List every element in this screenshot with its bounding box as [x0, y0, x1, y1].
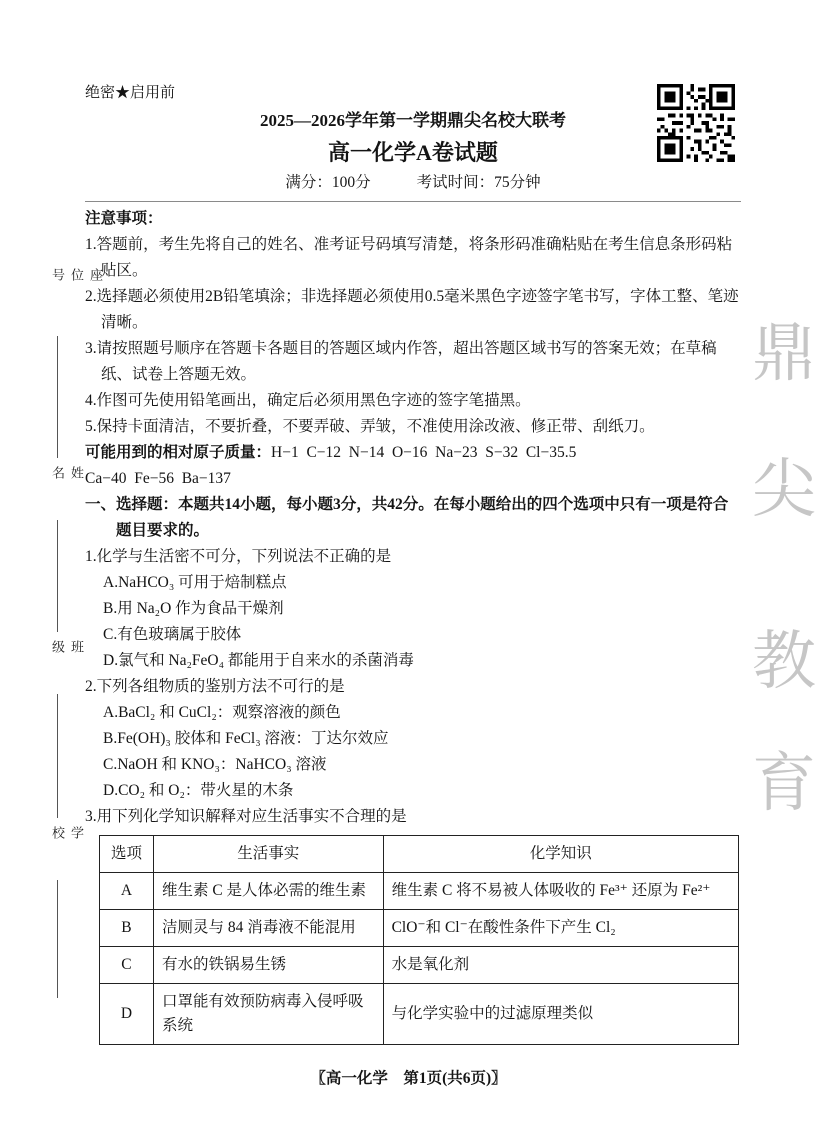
watermark-char: 尖 [752, 454, 816, 525]
question-1: 1.化学与生活密不可分，下列说法不正确的是 [85, 548, 392, 565]
sidebar-writein-line [57, 694, 58, 818]
table-row [100, 984, 739, 1045]
table-cell-fact: 口罩能有效预防病毒入侵呼吸系统 [153, 984, 383, 1045]
sidebar-label-name: 姓名 [50, 466, 84, 482]
sidebar-writein-line [57, 880, 58, 998]
notice-item: 2.选择题必须使用2B铅笔填涂；非选择题必须使用0.5毫米黑色字迹签字笔书写，字体工整、笔迹清晰。 [85, 288, 739, 331]
table-cell-knowledge: 维生素 C 将不易被人体吸收的 Fe³⁺ 还原为 Fe²⁺ [383, 873, 738, 910]
section-title: 一、选择题：本题共14小题，每小题3分，共42分。在每小题给出的四个选项中只有一项是符合题目要求的。 [85, 496, 729, 539]
notice-item: 1.答题前，考生先将自己的姓名、准考证号码填写清楚，将条形码准确粘贴在考生信息条形码粘贴区。 [85, 236, 733, 279]
table-cell-fact: 维生素 C 是人体必需的维生素 [153, 873, 383, 910]
sidebar-writein-line [57, 520, 58, 632]
notice-item: 5.保持卡面清洁，不要折叠，不要弄破、弄皱，不准使用涂改液、修正带、刮纸刀。 [85, 418, 655, 435]
table-cell-knowledge: ClO⁻和 Cl⁻在酸性条件下产生 Cl₂ [383, 910, 738, 947]
sidebar-writein-line [57, 336, 58, 458]
sidebar-label-seat-number: 座位号 [50, 268, 103, 284]
table-header-row [100, 836, 739, 873]
question-1-option-a: A.NaHCO₃ 可用于焙制糕点 [103, 574, 287, 591]
table-cell-fact: 有水的铁锅易生锈 [153, 947, 383, 984]
notice-item: 4.作图可先使用铅笔画出，确定后必须用黑色字迹的签字笔描黑。 [85, 392, 531, 409]
question-3: 3.用下列化学知识解释对应生活事实不合理的是 [85, 808, 407, 825]
table-cell-letter: D [100, 984, 154, 1045]
watermark-char: 教 [752, 626, 816, 697]
notes-heading: 注意事项： [85, 210, 163, 227]
table-cell-letter: A [100, 873, 154, 910]
table-row [100, 910, 739, 947]
atomic-masses-values: H−1 C−12 N−14 O−16 Na−23 S−32 Cl−35.5 [271, 444, 577, 461]
table-cell-letter: C [100, 947, 154, 984]
question-1-option-d: D.氯气和 Na₂FeO₄ 都能用于自来水的杀菌消毒 [103, 652, 414, 669]
question-1-option-b: B.用 Na₂O 作为食品干燥剂 [103, 600, 284, 617]
score-time-row [85, 170, 741, 196]
full-score-label: 满分：100分 [285, 174, 371, 191]
exam-time-label: 考试时间：75分钟 [416, 174, 541, 191]
question-1-option-c: C.有色玻璃属于胶体 [103, 626, 242, 643]
header-divider [85, 201, 741, 202]
paper-title: 高一化学A卷试题 [328, 140, 498, 165]
atomic-masses-line1 [85, 440, 741, 466]
notice-item: 3.请按照题号顺序在答题卡各题目的答题区域内作答，超出答题区域书写的答案无效；在草稿纸、试卷上答题无效。 [85, 340, 717, 383]
question-2-option-a: A.BaCl₂ 和 CuCl₂：观察溶液的颜色 [103, 704, 341, 721]
table-header-fact: 生活事实 [153, 836, 383, 873]
table-cell-letter: B [100, 910, 154, 947]
exam-title: 2025—2026学年第一学期鼎尖名校大联考 [260, 111, 566, 130]
question-2: 2.下列各组物质的鉴别方法不可行的是 [85, 678, 345, 695]
atomic-masses-label: 可能用到的相对原子质量： [85, 444, 272, 461]
question-2-option-c: C.NaOH 和 KNO₃：NaHCO₃ 溶液 [103, 756, 327, 773]
watermark-char: 鼎 [752, 318, 816, 389]
atomic-masses-line2: Ca−40 Fe−56 Ba−137 [85, 470, 231, 487]
question-2-option-d: D.CO₂ 和 O₂：带火星的木条 [103, 782, 294, 799]
answer-table [99, 835, 739, 1045]
table-cell-fact: 洁厕灵与 84 消毒液不能混用 [153, 910, 383, 947]
table-header-knowledge: 化学知识 [383, 836, 738, 873]
sidebar-label-class: 班级 [50, 640, 84, 656]
watermark-char: 育 [752, 748, 816, 819]
page-footer: 〖高一化学 第1页(共6页)〗 [310, 1070, 507, 1087]
question-2-option-b: B.Fe(OH)₃ 胶体和 FeCl₃ 溶液：丁达尔效应 [103, 730, 389, 747]
table-cell-knowledge: 与化学实验中的过滤原理类似 [383, 984, 738, 1045]
secrecy-notice: 绝密★启用前 [85, 85, 176, 101]
table-header-option: 选项 [100, 836, 154, 873]
table-row [100, 873, 739, 910]
table-row [100, 947, 739, 984]
paper-content [85, 80, 741, 1045]
table-cell-knowledge: 水是氧化剂 [383, 947, 738, 984]
sidebar-label-school: 学校 [50, 826, 84, 842]
